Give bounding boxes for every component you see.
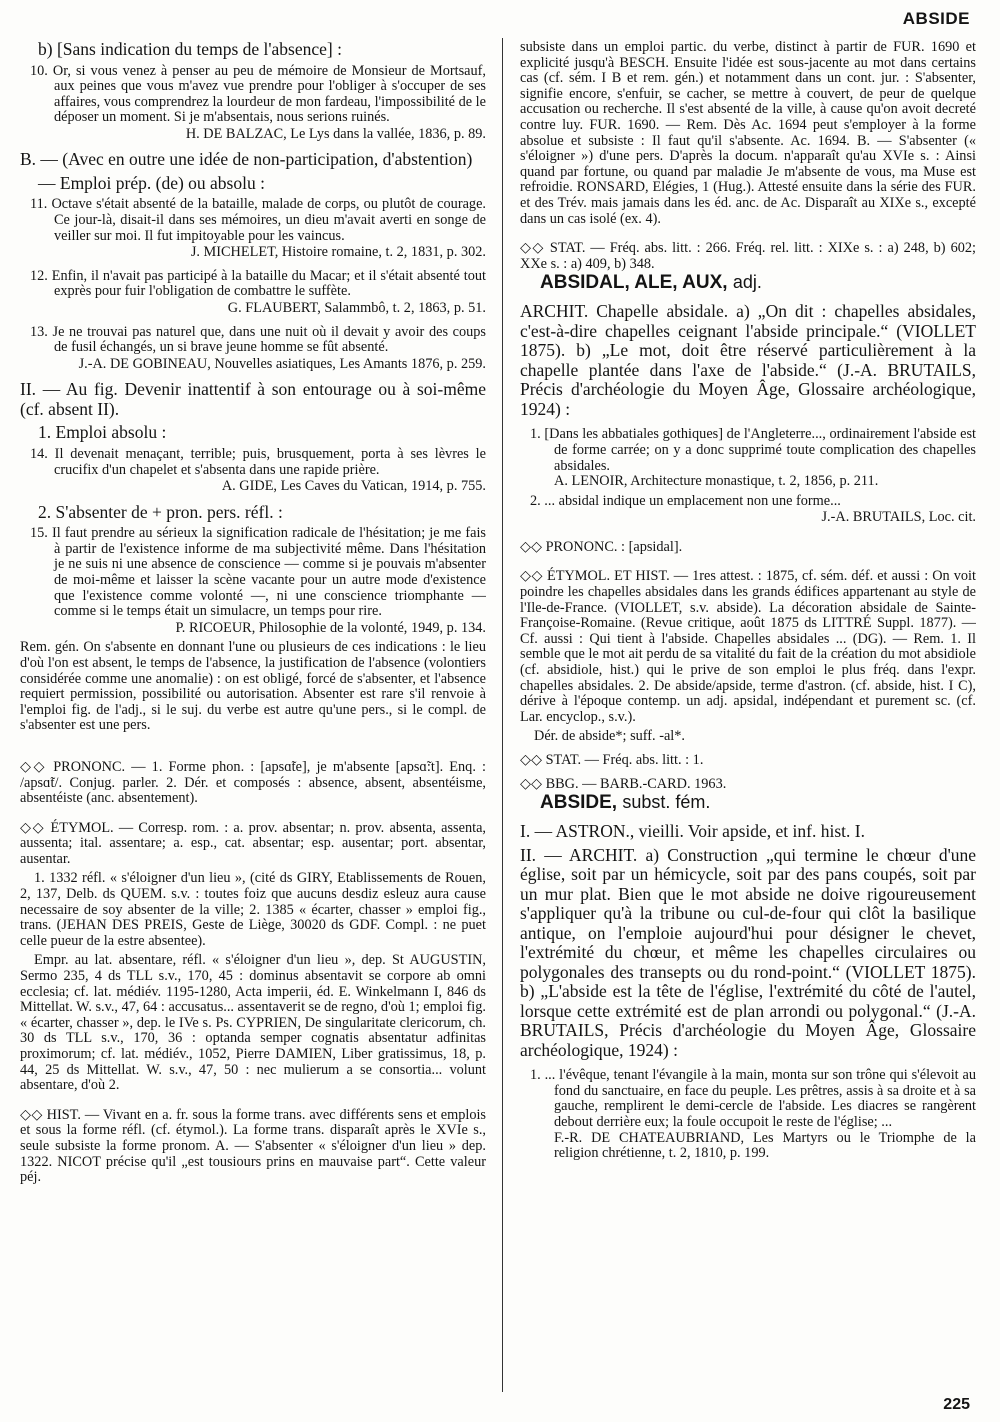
- entry-absidal-headword: [540, 272, 976, 294]
- absidal-bibliographie: ◇◇ BBG. — BARB.-CARD. 1963.: [520, 775, 727, 792]
- historique: ◇◇ HIST. — Vivant en a. fr. sous la forme trans. avec différents sens et emplois et sous la forme réfl. (cf. étymol.). La forme trans. disparaît après le XVIe s., seule subsiste la forme pronom. A. — S'absenter « s'éloigner d'un lieu » dep. 1322. NICOT précise qu'il „est tousiours prins en mauvaise part“. Cette valeur péj.: [20, 1106, 486, 1186]
- absidal-derivation: Dér. de abside*; suff. -al*.: [534, 728, 686, 745]
- absidal-statistiques: ◇◇ STAT. — Fréq. abs. litt. : 1.: [520, 752, 704, 768]
- section-B-sub: — Emploi prép. (de) ou absolu :: [38, 172, 265, 193]
- abside-sense-II: II. — ARCHIT. a) Construction „qui termine le chœur d'une église, soit par un hémicycle, soit par des pans coupés, soit par un mur plat. Bien que le mot abside ne doive rigoureusement s'appliquer qu'à la tribune ou cul-de-four qui clôt la basilique antique, on l'emploie aujourd'hui pour désigner le chevet, l'extrémité du chœur, et même les chapelles circulaires ou polygonales des transepts ou du rond-point.“ (VIOLLET 1875). b) „L'abside est la tête de l'église, l'extrémité du côté de l'autel, lorsque cette extrémité est de plan arrondi ou polygonal.“ (J.-A. BRUTAILS, Précis d'archéologie du Moyen Âge, Glossaire archéologique, 1924) :: [520, 844, 976, 1060]
- absidal-citation-2: J.-A. BRUTAILS, Loc. cit.: [821, 509, 976, 526]
- abside-citation-1: F.-R. DE CHATEAUBRIAND, Les Martyrs ou le Triomphe de la religion chrétienne, t. 2, 1810, p. 199.: [554, 1129, 976, 1162]
- section-II-2: 2. S'absenter de + pron. pers. réfl. :: [38, 501, 283, 522]
- etymologie-2: Empr. au lat. absentare, réfl. « s'éloigner d'un lieu », dep. St AUGUSTIN, Sermo 235, 4 ds TLL s.v., 170, 45 : dominus absentavit se corpore ab omni ecclesia; cf. lat. médiév. 1195-1280, Acta imperii, éd. E. Winkelmann I, 846 ds Mittellat. W. s.v., 47, 64 : accusatus... assentaverit se de regno, d'où 1; emploi fig. « écarter, chasser », dep. le IVe s. Ps. CYPRIEN, De singularitate clericorum, ch. 30 ds TLL s.v., 170, 36 : optanda semper cognatis absentatur adfinitas proximorum; cf. lat. médiév., 1052, Pierre DAMIEN, Liber gratissimus, 18, p. 44, 25 ds Mittellat. W. s.v., 47, 50 : nec mulierum a se consortia... volunt absentare, d'où 2.: [20, 952, 486, 1094]
- citation-15: P. RICOEUR, Philosophie de la volonté, 1949, p. 134.: [175, 619, 486, 636]
- absidal-prononciation: ◇◇ PRONONC. : [apsidal].: [520, 538, 683, 555]
- absidal-citation-1: A. LENOIR, Architecture monastique, t. 2, 1856, p. 211.: [554, 473, 879, 490]
- etymologie: ◇◇ ÉTYMOL. — Corresp. rom. : a. prov. absentar; n. prov. absenta, assenta, aussenta; ital. assentare; a. esp., cat. absentar; esp. ausentar; port. absentar, ausentar.: [20, 819, 486, 867]
- example-12: 12. Enfin, il n'avait pas participé à la bataille du Macar; et il s'était absenté tout exprès pour fuir l'obligation de combattre le suffète.: [30, 267, 486, 300]
- section-b-heading: b) [Sans indication du temps de l'absence] :: [38, 40, 342, 59]
- absidal-example-2: 2. ... absidal indique un emplacement non une forme...: [530, 492, 841, 509]
- citation-11: J. MICHELET, Histoire romaine, t. 2, 1831, p. 302.: [190, 244, 486, 261]
- example-13: 13. Je ne trouvai pas naturel que, dans une nuit où il devait y avoir des coups de fusil échangés, un si brave jeune homme se fût absenté.: [30, 323, 486, 356]
- headword-absidal: ABSIDAL, ALE, AUX,: [540, 272, 728, 294]
- running-head: ABSIDE: [902, 9, 970, 28]
- abside-sense-I: I. — ASTRON., vieilli. Voir apside, et inf. hist. I.: [520, 821, 865, 842]
- remarque-generale: Rem. gén. On s'absente en donnant l'une ou plusieurs de ces indications : le lieu d'où l'on est absent, le temps de l'absence, la justification de l'absence (volontiers considérée comme une anomalie) : on est obligé, forcé de s'absenter, et l'absence requiert permission, possibilité ou autorisation. Absenter est rare s'il renvoie à l'emploi fig. de l'adj., si le suj. du verbe est autre qu'une pers., si le compl. de s'absenter est une pers.: [20, 639, 486, 734]
- example-15: 15. Il faut prendre au sérieux la signification radicale de l'hésitation; je me fais à partir de l'existence informe de ma subjectivité même. Dans l'hésitation je ne suis ni une absence de conscience — comme si je pouvais m'absenter de moi-même et laisser la scène vacante pour un autre mode d'existence que l'existence comme volonté —, ni une conscience triomphante — comme si le temps était un simulacre, un temps pour rire.: [30, 525, 486, 620]
- entry-abside-headword: [540, 792, 976, 814]
- left-column: [20, 40, 486, 1396]
- etymologie-1: 1. 1332 réfl. « s'éloigner d'un lieu », (cité ds GIRY, Etablissements de Rouen, 2, 137, Delb. ds QUEM. s.v. : toutes foiz que aucuns desdiz esleuz aura cause necessaire de soy absenter de la ville; 2. 1385 « écarter, chasser » emploi fig., trans. (JEHAN DES PREIS, Geste de Liège, 30020 ds GDF. Compl. : ne puet celle pueur de la estre absentee).: [20, 870, 486, 949]
- prononciation: ◇◇ PRONONC. — 1. Forme phon. : [apsɑ̃te], je m'absente [apsɑ̃:t]. Enq. : /apsɑ̃t/. Conjug. parler. 2. Dér. et composés : absence, absent, absentéisme, absentéiste (anc. absentement).: [20, 758, 486, 807]
- section-B-heading: B. — (Avec en outre une idée de non-participation, d'abstention): [20, 149, 473, 170]
- citation-14: A. GIDE, Les Caves du Vatican, 1914, p. 755.: [221, 478, 486, 495]
- historique-suite: subsiste dans un emploi partic. du verbe, distinct à partir de FUR. 1690 et explicité jusqu'à BESCH. Ensuite l'idée est sous-jacente au mot dans certains cas (cf. sém. I B et rem. gén.) et notamment dans un cont. jur. : S'absenter, signifie encore, s'enfuir, se cacher, se mettre à couvert, de peur de quelque accusation ou recherche. Il s'est absenté de la ville, à cause qu'on avoit decreté contre luy. FUR. 1690. — Rem. Dès Ac. 1694 peut s'employer à la forme absolue et subsiste : Il faut qu'il s'absente. Ac. 1694. B. — S'absenter (« s'éloigner ») d'une pers. D'après la docum. n'apparaît qu'au XVIe s. : Ainsi quand par fortune, ou quand par maladie Je m'absente de vous, ma Muse est refroidie. RONSARD, Elégies, 1 (Hug.). Attesté ensuite dans la série des FUR. et des Trév. mais jamais dans les éd. anc. de Ac. Disparaît au XIXe s., excepté dans un cas isolé (ex. 4).: [520, 40, 976, 227]
- citation-10: H. DE BALZAC, Le Lys dans la vallée, 1836, p. 89.: [185, 125, 486, 142]
- citation-13: J.-A. DE GOBINEAU, Nouvelles asiatiques, Les Amants 1876, p. 259.: [78, 355, 486, 372]
- example-10: 10. Or, si vous venez à penser au peu de mémoire de Monsieur de Mortsauf, aux peines que vous m'avez vue prendre pour l'obliger à s'occuper de ses affaires, vous comprendrez la lourdeur de mon fardeau, l'impossibilité de le déposer un moment. Si je m'absentais, nous serions ruinés.: [30, 62, 486, 126]
- example-14: 14. Il devenait menaçant, terrible; puis, brusquement, porta à ses lèvres le crucifix d'un chapelet et s'absenta dans une rapide prière.: [30, 445, 486, 478]
- right-column: [520, 40, 976, 1396]
- statistiques: ◇◇ STAT. — Fréq. abs. litt. : 266. Fréq. rel. litt. : XIXe s. : a) 248, b) 602; XXe s. : a) 409, b) 348.: [520, 240, 976, 272]
- absidal-example-1: 1. [Dans les abbatiales gothiques] de l'Angleterre..., ordinairement l'abside est de forme carrée; on y a donc supprimé toute complication des chapelles absidales.: [530, 426, 976, 474]
- section-II-1: 1. Emploi absolu :: [38, 422, 167, 443]
- citation-12: G. FLAUBERT, Salammbô, t. 2, 1863, p. 51.: [227, 300, 486, 317]
- absidal-etymologie: ◇◇ ÉTYMOL. ET HIST. — 1res attest. : 1875, cf. sém. déf. et aussi : On voit poindre les chapelles absidales dans les grands édifices appartenant au style de l'Ile-de-France. (VIOLLET, s.v. abside). La décoration absidale de Sainte-Françoise-Romaine. (Revue critique, août 1875 ds LITTRÉ Suppl. 1877). — Cf. aussi : Qui tient à l'abside. Chapelles absidales ... (DG). — Rem. 1. Il semble que le mot ait perdu de sa vitalité du fait de la création du mot absidiole (cf. absidiole, hist.) qui le prive de son emploi le plus fréq. dans l'expr. chapelles absidales. 2. De abside/apside, terme d'astron. (cf. abside, hist. I C), dérive à l'époque contemp. un adj. apsidal, indépendant et purement sc. (cf. Lar. encyclop., s.v.).: [520, 568, 976, 725]
- page-number: 225: [943, 1396, 970, 1413]
- category-abside: subst. fém.: [622, 792, 711, 813]
- absidal-definition: ARCHIT. Chapelle absidale. a) „On dit : chapelles absidales, c'est-à-dire chapelles ceignant l'abside principale.“ (VIOLLET 1875). b) „Le mot, doit être réservé particulièrement à la chapelle plantée dans l'axe de l'abside.“ (J.-A. BRUTAILS, Précis d'archéologie du Moyen Âge, Glossaire archéologique, 1924) :: [520, 301, 976, 419]
- abside-example-1: 1. ... l'évêque, tenant l'évangile à la main, monta sur son trône qui s'élevoit au fond du sanctuaire, en face du peuple. Les prêtres, assis à sa droite et à sa gauche, remplirent le demi-cercle de l'abside. Les diacres se rangèrent debout derrière eux; la foule occupoit le reste de l'église; ...: [530, 1067, 976, 1130]
- category-absidal: adj.: [732, 272, 762, 293]
- example-11: 11. Octave s'était absenté de la bataille, malade de corps, ou plutôt de courage. Ce jour-là, disait-il dans ses mémoires, un dieu m'avait averti en songe de veiller sur moi. Il fut impitoyable pour les vaincus.: [30, 196, 486, 244]
- column-divider: [502, 38, 503, 1392]
- headword-abside: ABSIDE,: [540, 792, 618, 814]
- section-II-heading: II. — Au fig. Devenir inattentif à son entourage ou à soi-même (cf. absent II).: [20, 379, 486, 419]
